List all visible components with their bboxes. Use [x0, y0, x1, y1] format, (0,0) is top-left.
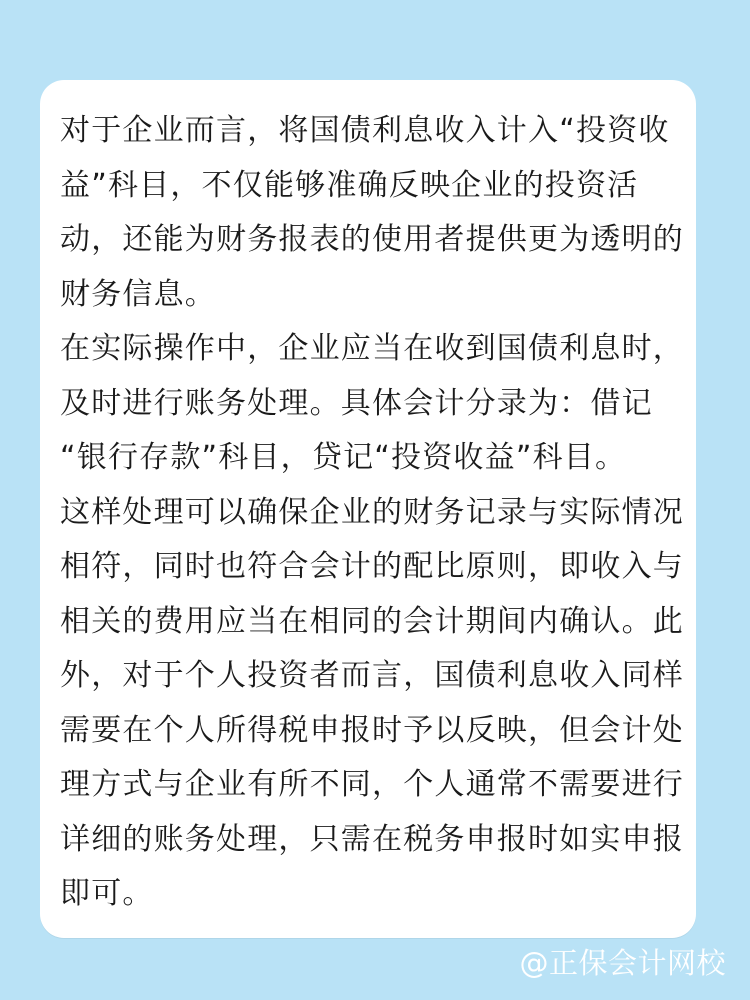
text-line: 这样处理可以确保企业的财务记录与实际情况 — [60, 494, 684, 530]
text-line: 理方式与企业有所不同，个人通常不需要进行 — [60, 767, 684, 802]
text-line: 对于企业而言，将国债利息收入计入“投资收 — [60, 113, 670, 148]
text-line: 即可。 — [60, 876, 154, 911]
text-line: 相符，同时也符合会计的配比原则，即收入与 — [60, 549, 684, 584]
text-line: 动，还能为财务报表的使用者提供更为透明的 — [60, 222, 684, 257]
text-line: 需要在个人所得税申报时予以反映，但会计处 — [60, 712, 684, 748]
text-line: 及时进行账务处理。具体会计分录为：借记 — [60, 385, 653, 421]
text-line: 外，对于个人投资者而言，国债利息收入同样 — [60, 658, 684, 693]
article-body — [60, 104, 685, 922]
text-line: 详细的账务处理，只需在税务申报时如实申报 — [60, 821, 684, 857]
text-line: 相关的费用应当在相同的会计期间内确认。此 — [60, 603, 684, 639]
text-line: “银行存款”科目，贷记“投资收益”科目。 — [60, 440, 627, 475]
text-line: 财务信息。 — [60, 276, 216, 312]
watermark-text: @正保会计网校 — [519, 946, 726, 980]
text-line: 益”科目，不仅能够准确反映企业的投资活 — [60, 167, 639, 203]
text-line: 在实际操作中，企业应当在收到国债利息时， — [60, 331, 684, 366]
